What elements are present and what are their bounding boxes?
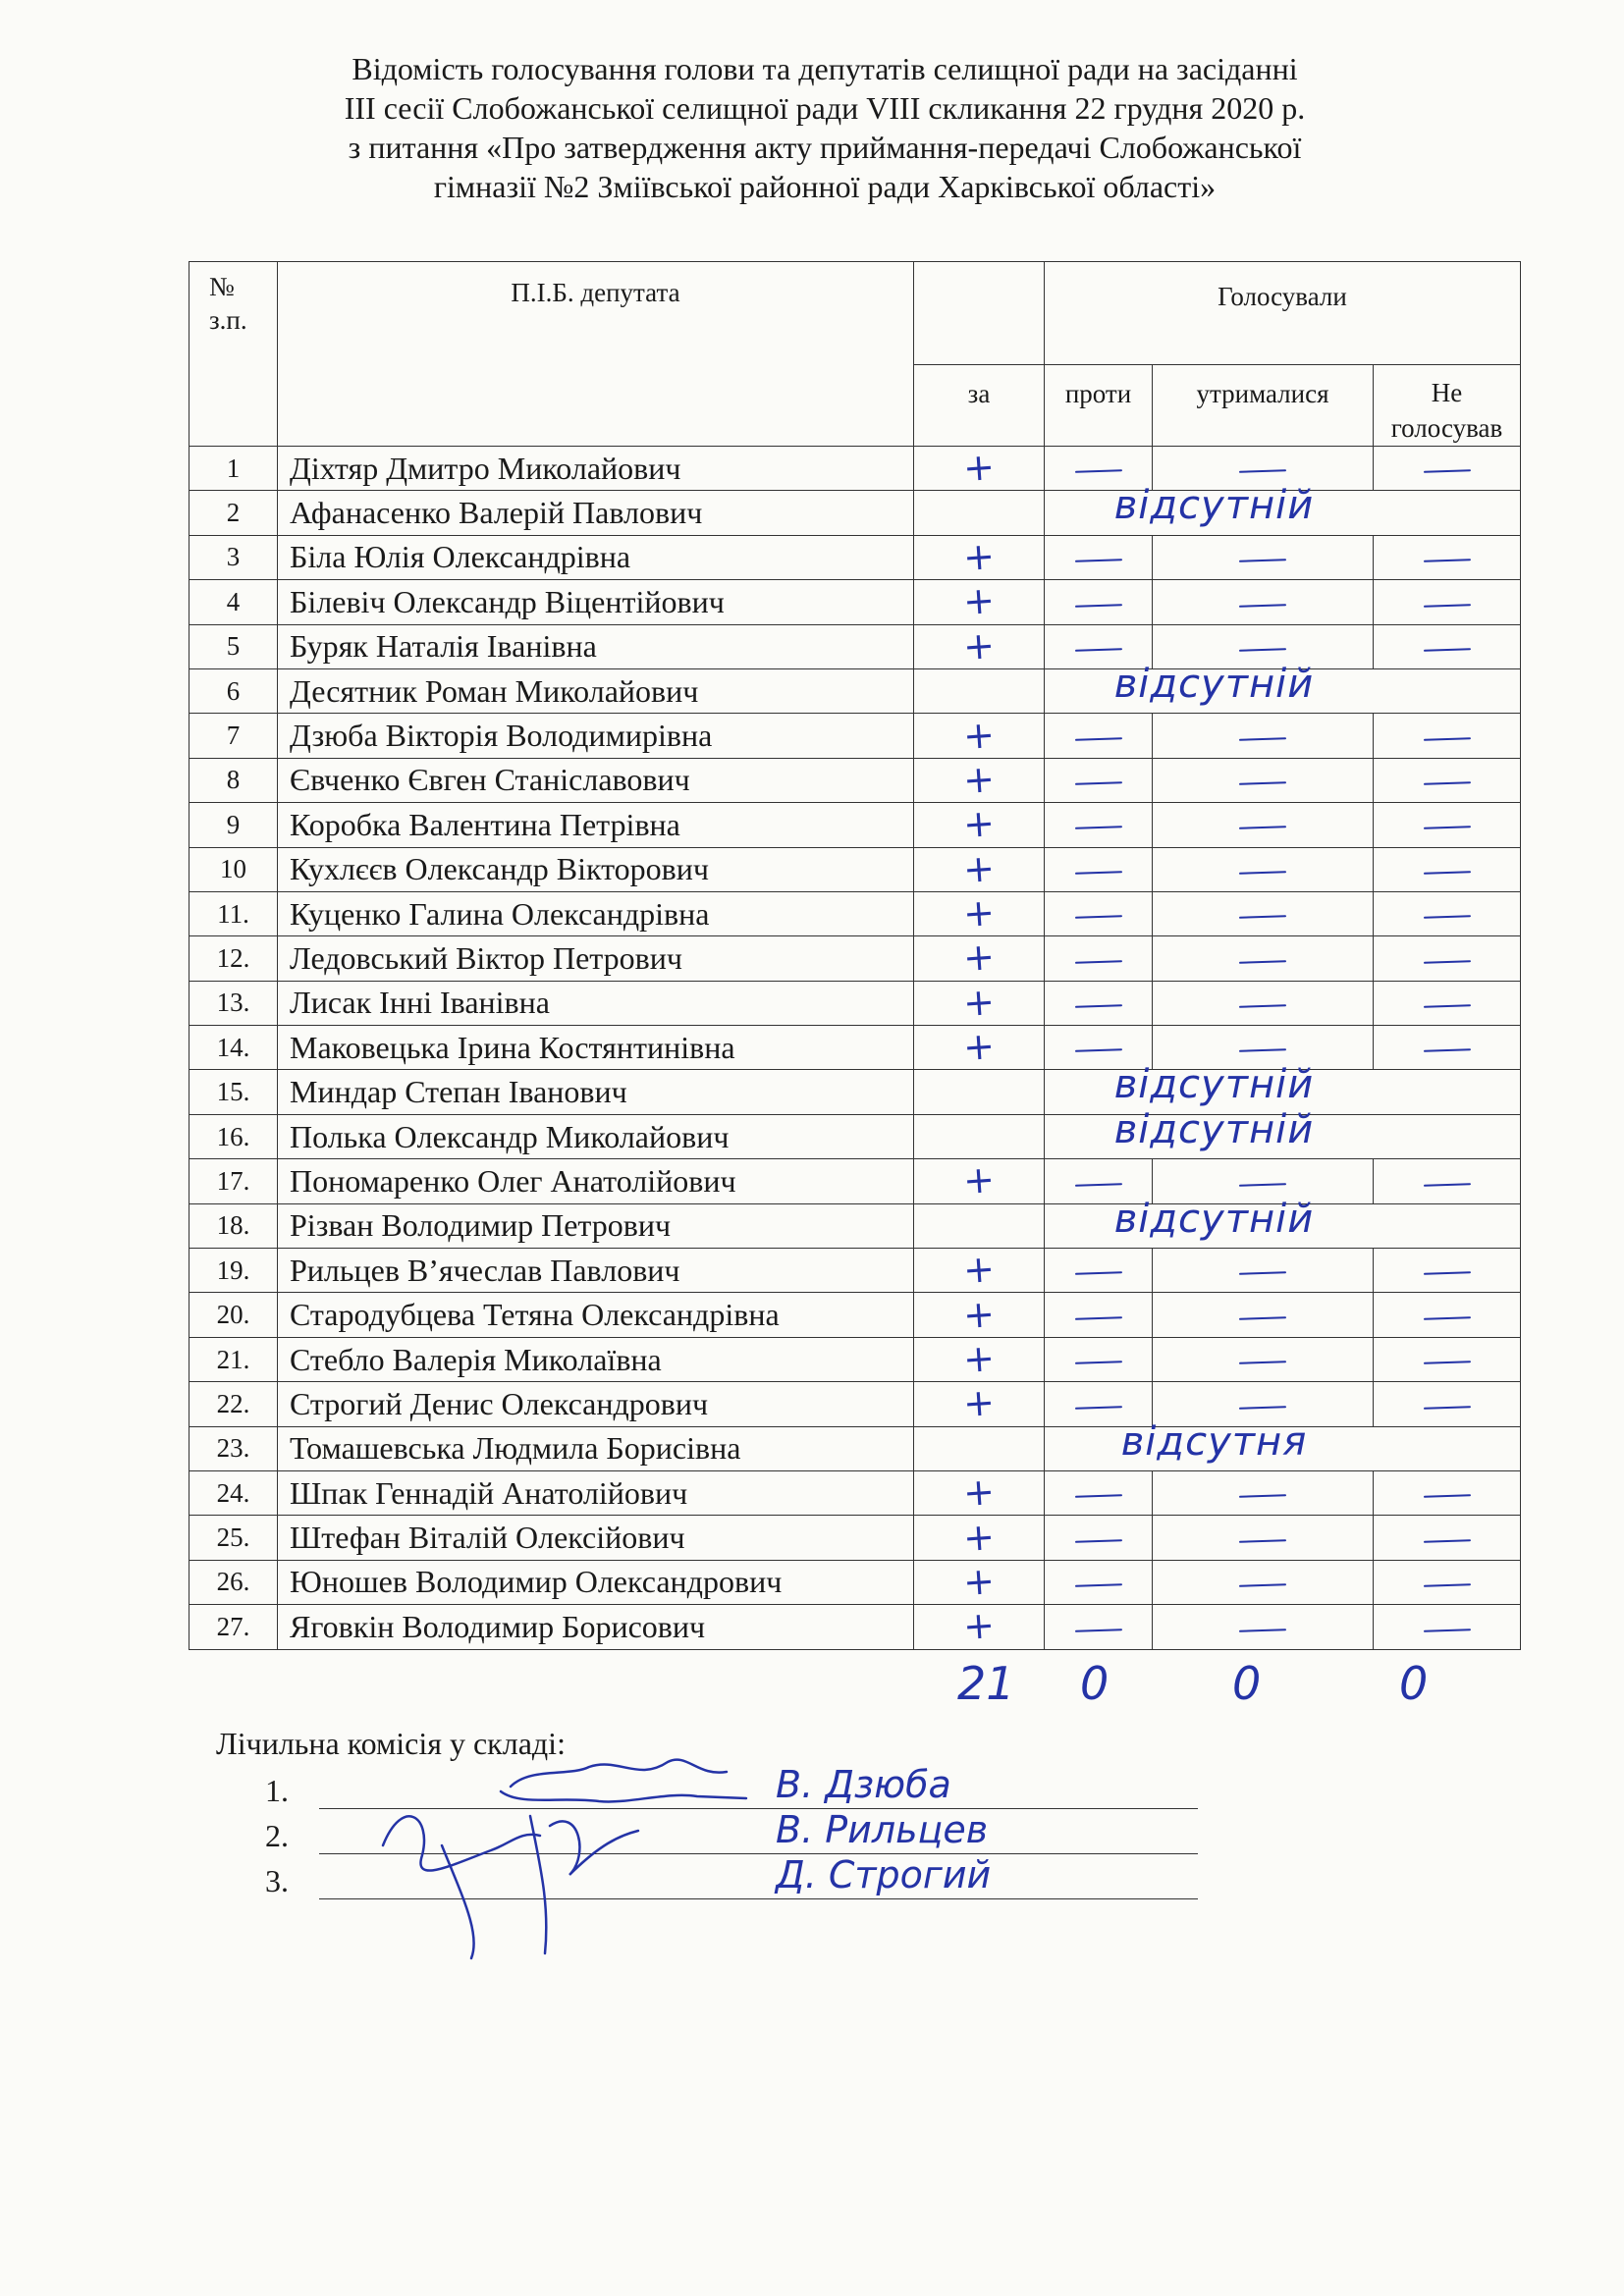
vote-dash-mark xyxy=(1423,737,1470,741)
deputy-name: Юношев Володимир Олександрович xyxy=(278,1560,914,1604)
deputy-name: Пономаренко Олег Анатолійович xyxy=(278,1159,914,1203)
vote-plus-mark: + xyxy=(961,1603,997,1649)
row-number: 6 xyxy=(189,668,278,713)
vote-ne xyxy=(1374,758,1521,802)
commission-member-2: В. Рильцев xyxy=(776,1808,989,1851)
vote-ne xyxy=(1374,1516,1521,1560)
deputy-name: Маковецька Ірина Костянтинівна xyxy=(278,1026,914,1070)
vote-dash-mark xyxy=(1423,1183,1470,1187)
vote-dash-mark xyxy=(1074,737,1121,741)
row-number: 10 xyxy=(189,847,278,891)
vote-dash-mark xyxy=(1423,604,1470,608)
vote-dash-mark xyxy=(1239,871,1286,875)
vote-ne xyxy=(1374,624,1521,668)
vote-dash-mark xyxy=(1423,1494,1470,1498)
vote-utrymalysia xyxy=(1153,1605,1374,1649)
vote-dash-mark xyxy=(1423,1272,1470,1276)
title-line-4: гімназії №2 Зміївської районної ради Харківської області» xyxy=(433,169,1217,204)
vote-ne xyxy=(1374,1249,1521,1293)
vote-za xyxy=(914,668,1045,713)
vote-za xyxy=(914,535,1045,579)
vote-utrymalysia xyxy=(1153,1249,1374,1293)
vote-za xyxy=(914,1382,1045,1426)
signature-1-stroke xyxy=(511,1760,727,1787)
vote-dash-mark xyxy=(1239,1583,1286,1587)
absent-mark: відсутня xyxy=(1120,1418,1308,1465)
table-row xyxy=(189,891,1521,935)
vote-za xyxy=(914,580,1045,624)
vote-proty xyxy=(1045,1516,1153,1560)
vote-za xyxy=(914,1426,1045,1470)
row-number: 5 xyxy=(189,624,278,668)
vote-ne xyxy=(1374,1293,1521,1337)
vote-dash-mark xyxy=(1239,559,1286,562)
commission-label: Лічильна комісія у складі: xyxy=(216,1726,566,1761)
vote-dash-mark xyxy=(1074,1406,1121,1410)
row-number: 19. xyxy=(189,1249,278,1293)
vote-dash-mark xyxy=(1423,1629,1470,1632)
vote-dash-mark xyxy=(1423,1049,1470,1053)
vote-proty xyxy=(1045,981,1153,1025)
vote-za xyxy=(914,758,1045,802)
header-ne-holosuvav: Не голосував xyxy=(1374,365,1521,447)
vote-dash-mark xyxy=(1239,1539,1286,1543)
vote-proty xyxy=(1045,580,1153,624)
vote-za xyxy=(914,1249,1045,1293)
vote-za xyxy=(914,714,1045,758)
row-number: 25. xyxy=(189,1516,278,1560)
header-number: № з.п. xyxy=(189,262,278,447)
vote-dash-mark xyxy=(1239,1494,1286,1498)
vote-plus-mark: + xyxy=(961,756,997,802)
deputy-name: Дзюба Вікторія Володимирівна xyxy=(278,714,914,758)
table-row xyxy=(189,1114,1521,1158)
vote-plus-mark: + xyxy=(961,890,997,936)
vote-za xyxy=(914,624,1045,668)
handwritten-signatures xyxy=(373,1737,785,1973)
vote-ne xyxy=(1374,1382,1521,1426)
commission-member-3: Д. Строгий xyxy=(776,1853,992,1896)
absent-mark: відсутній xyxy=(1113,1062,1315,1108)
voting-table xyxy=(189,261,1521,1650)
vote-za xyxy=(914,1159,1045,1203)
vote-proty xyxy=(1045,1293,1153,1337)
vote-utrymalysia xyxy=(1153,891,1374,935)
vote-utrymalysia xyxy=(1153,1560,1374,1604)
total-proty: 0 xyxy=(1080,1657,1110,1710)
vote-ne xyxy=(1374,803,1521,847)
row-number: 16. xyxy=(189,1114,278,1158)
deputy-name: Стебло Валерія Миколаївна xyxy=(278,1337,914,1381)
vote-za xyxy=(914,1470,1045,1515)
row-number: 21. xyxy=(189,1337,278,1381)
table-row xyxy=(189,803,1521,847)
row-number: 18. xyxy=(189,1203,278,1248)
vote-plus-mark: + xyxy=(961,1514,997,1560)
deputy-name: Кухлєєв Олександр Вікторович xyxy=(278,847,914,891)
table-row xyxy=(189,714,1521,758)
vote-dash-mark xyxy=(1423,1316,1470,1320)
vote-dash-mark xyxy=(1074,1583,1121,1587)
row-number: 22. xyxy=(189,1382,278,1426)
vote-za xyxy=(914,1203,1045,1248)
vote-dash-mark xyxy=(1423,1583,1470,1587)
vote-ne xyxy=(1374,1470,1521,1515)
deputy-name: Білевіч Олександр Віцентійович xyxy=(278,580,914,624)
row-number: 17. xyxy=(189,1159,278,1203)
total-ne: 0 xyxy=(1399,1657,1429,1710)
vote-za xyxy=(914,447,1045,491)
vote-ne xyxy=(1374,1159,1521,1203)
vote-dash-mark xyxy=(1074,559,1121,562)
row-number: 26. xyxy=(189,1560,278,1604)
table-row xyxy=(189,535,1521,579)
vote-plus-mark: + xyxy=(961,1380,997,1426)
vote-dash-mark xyxy=(1239,1316,1286,1320)
header-utrymalysia: утрималися xyxy=(1153,365,1374,447)
vote-dash-mark xyxy=(1423,1539,1470,1543)
vote-za xyxy=(914,803,1045,847)
row-number: 8 xyxy=(189,758,278,802)
row-number: 27. xyxy=(189,1605,278,1649)
row-number: 14. xyxy=(189,1026,278,1070)
row-number: 12. xyxy=(189,936,278,981)
vote-dash-mark xyxy=(1074,915,1121,919)
table-row xyxy=(189,580,1521,624)
row-number: 20. xyxy=(189,1293,278,1337)
vote-za xyxy=(914,1026,1045,1070)
header-proty: проти xyxy=(1045,365,1153,447)
deputy-name: Яговкін Володимир Борисович xyxy=(278,1605,914,1649)
row-number: 7 xyxy=(189,714,278,758)
row-number: 24. xyxy=(189,1470,278,1515)
vote-proty xyxy=(1045,1560,1153,1604)
vote-za xyxy=(914,1114,1045,1158)
header-voted: Голосували xyxy=(1045,262,1521,365)
total-utrymalysia: 0 xyxy=(1232,1657,1262,1710)
vote-proty xyxy=(1045,1470,1153,1515)
vote-dash-mark xyxy=(1074,1361,1121,1364)
row-number: 15. xyxy=(189,1070,278,1114)
vote-plus-mark: + xyxy=(961,845,997,891)
vote-plus-mark: + xyxy=(961,1157,997,1203)
signature-2-tail xyxy=(442,1816,546,1958)
signature-2-stroke xyxy=(383,1816,540,1870)
header-za-top xyxy=(914,262,1045,365)
vote-utrymalysia xyxy=(1153,758,1374,802)
deputy-name: Строгий Денис Олександрович xyxy=(278,1382,914,1426)
vote-ne xyxy=(1374,1560,1521,1604)
vote-plus-mark: + xyxy=(961,1558,997,1605)
vote-ne xyxy=(1374,580,1521,624)
vote-dash-mark xyxy=(1074,470,1121,474)
vote-utrymalysia xyxy=(1153,803,1374,847)
signature-1-underline xyxy=(501,1791,746,1801)
absent-mark-cell xyxy=(1045,1418,1521,1470)
vote-dash-mark xyxy=(1074,827,1121,830)
vote-dash-mark xyxy=(1239,781,1286,785)
vote-proty xyxy=(1045,758,1153,802)
vote-ne xyxy=(1374,1026,1521,1070)
vote-utrymalysia xyxy=(1153,1337,1374,1381)
vote-za xyxy=(914,1070,1045,1114)
vote-proty xyxy=(1045,1249,1153,1293)
table-row xyxy=(189,491,1521,535)
vote-dash-mark xyxy=(1074,1539,1121,1543)
table-row xyxy=(189,981,1521,1025)
vote-dash-mark xyxy=(1423,960,1470,964)
vote-za xyxy=(914,1337,1045,1381)
vote-ne xyxy=(1374,1337,1521,1381)
vote-dash-mark xyxy=(1423,915,1470,919)
vote-dash-mark xyxy=(1239,827,1286,830)
vote-dash-mark xyxy=(1239,1272,1286,1276)
vote-dash-mark xyxy=(1239,470,1286,474)
vote-dash-mark xyxy=(1423,1406,1470,1410)
vote-dash-mark xyxy=(1423,781,1470,785)
vote-utrymalysia xyxy=(1153,535,1374,579)
vote-plus-mark: + xyxy=(961,578,997,624)
deputy-name: Штефан Віталій Олексійович xyxy=(278,1516,914,1560)
row-number: 11. xyxy=(189,891,278,935)
deputy-name: Ледовський Віктор Петрович xyxy=(278,936,914,981)
vote-dash-mark xyxy=(1239,915,1286,919)
vote-dash-mark xyxy=(1239,1629,1286,1632)
vote-za xyxy=(914,1605,1045,1649)
table-row xyxy=(189,1516,1521,1560)
deputy-name: Біла Юлія Олександрівна xyxy=(278,535,914,579)
document-title xyxy=(147,49,1502,206)
vote-ne xyxy=(1374,847,1521,891)
deputy-name: Буряк Наталія Іванівна xyxy=(278,624,914,668)
table-row xyxy=(189,1560,1521,1604)
deputy-name: Євченко Євген Станіславович xyxy=(278,758,914,802)
table-row xyxy=(189,668,1521,713)
table-body xyxy=(189,447,1521,1650)
vote-dash-mark xyxy=(1239,604,1286,608)
vote-plus-mark: + xyxy=(961,1291,997,1337)
deputy-name: Афанасенко Валерій Павлович xyxy=(278,491,914,535)
vote-proty xyxy=(1045,803,1153,847)
vote-dash-mark xyxy=(1239,648,1286,652)
vote-dash-mark xyxy=(1239,737,1286,741)
vote-plus-mark: + xyxy=(961,1335,997,1382)
row-number: 13. xyxy=(189,981,278,1025)
deputy-name: Рильцев В’ячеслав Павлович xyxy=(278,1249,914,1293)
absent-mark: відсутній xyxy=(1113,661,1315,707)
vote-plus-mark: + xyxy=(961,622,997,668)
vote-plus-mark: + xyxy=(961,1024,997,1070)
table-row xyxy=(189,1337,1521,1381)
vote-proty xyxy=(1045,891,1153,935)
absent-mark-cell xyxy=(1045,1196,1521,1248)
table-row xyxy=(189,1249,1521,1293)
vote-dash-mark xyxy=(1239,1049,1286,1053)
deputy-name: Десятник Роман Миколайович xyxy=(278,668,914,713)
vote-utrymalysia xyxy=(1153,580,1374,624)
table-row xyxy=(189,1203,1521,1248)
deputy-name: Полька Олександр Миколайович xyxy=(278,1114,914,1158)
vote-za xyxy=(914,1293,1045,1337)
vote-dash-mark xyxy=(1074,1004,1121,1008)
vote-za xyxy=(914,891,1045,935)
table-row xyxy=(189,1605,1521,1649)
vote-dash-mark xyxy=(1074,871,1121,875)
vote-dash-mark xyxy=(1074,1494,1121,1498)
absent-mark: відсутній xyxy=(1113,483,1315,529)
vote-dash-mark xyxy=(1074,1316,1121,1320)
absent-mark-cell xyxy=(1045,661,1521,713)
deputy-name: Стародубцева Тетяна Олександрівна xyxy=(278,1293,914,1337)
vote-ne xyxy=(1374,981,1521,1025)
vote-dash-mark xyxy=(1074,648,1121,652)
vote-dash-mark xyxy=(1074,1629,1121,1632)
vote-dash-mark xyxy=(1074,1049,1121,1053)
commission-num-3: 3. xyxy=(265,1863,289,1898)
row-number: 23. xyxy=(189,1426,278,1470)
table-row xyxy=(189,936,1521,981)
table-row xyxy=(189,847,1521,891)
total-za: 21 xyxy=(957,1657,1015,1710)
header-za: за xyxy=(914,365,1045,447)
commission-member-1: В. Дзюба xyxy=(776,1763,951,1806)
vote-utrymalysia xyxy=(1153,1470,1374,1515)
vote-dash-mark xyxy=(1423,1361,1470,1364)
absent-mark: відсутній xyxy=(1113,1106,1315,1152)
vote-dash-mark xyxy=(1423,871,1470,875)
vote-dash-mark xyxy=(1239,1004,1286,1008)
table-row xyxy=(189,1470,1521,1515)
vote-za xyxy=(914,936,1045,981)
vote-dash-mark xyxy=(1074,1272,1121,1276)
vote-dash-mark xyxy=(1423,648,1470,652)
deputy-name: Діхтяр Дмитро Миколайович xyxy=(278,447,914,491)
vote-utrymalysia xyxy=(1153,847,1374,891)
vote-utrymalysia xyxy=(1153,936,1374,981)
vote-plus-mark: + xyxy=(961,1247,997,1293)
vote-proty xyxy=(1045,936,1153,981)
vote-plus-mark: + xyxy=(961,979,997,1025)
deputy-name: Куценко Галина Олександрівна xyxy=(278,891,914,935)
table-row xyxy=(189,1426,1521,1470)
table-row xyxy=(189,1293,1521,1337)
deputy-name: Миндар Степан Іванович xyxy=(278,1070,914,1114)
vote-ne xyxy=(1374,891,1521,935)
vote-dash-mark xyxy=(1074,960,1121,964)
vote-dash-mark xyxy=(1239,1183,1286,1187)
vote-dash-mark xyxy=(1423,827,1470,830)
vote-utrymalysia xyxy=(1153,1293,1374,1337)
vote-utrymalysia xyxy=(1153,981,1374,1025)
vote-proty xyxy=(1045,1605,1153,1649)
vote-utrymalysia xyxy=(1153,714,1374,758)
row-number: 1 xyxy=(189,447,278,491)
vote-dash-mark xyxy=(1074,1183,1121,1187)
vote-proty xyxy=(1045,714,1153,758)
vote-ne xyxy=(1374,447,1521,491)
vote-dash-mark xyxy=(1423,1004,1470,1008)
row-number: 3 xyxy=(189,535,278,579)
row-number: 4 xyxy=(189,580,278,624)
deputy-name: Томашевська Людмила Борисівна xyxy=(278,1426,914,1470)
vote-dash-mark xyxy=(1239,960,1286,964)
vote-za xyxy=(914,1516,1045,1560)
vote-plus-mark: + xyxy=(961,712,997,758)
title-line-1: Відомість голосування голови та депутатів селищної ради на засіданні xyxy=(352,51,1298,86)
vote-ne xyxy=(1374,714,1521,758)
vote-za xyxy=(914,1560,1045,1604)
table-row xyxy=(189,758,1521,802)
vote-plus-mark: + xyxy=(961,1469,997,1516)
vote-ne xyxy=(1374,1605,1521,1649)
row-number: 9 xyxy=(189,803,278,847)
row-number: 2 xyxy=(189,491,278,535)
vote-plus-mark: + xyxy=(961,533,997,580)
absent-mark-cell xyxy=(1045,1106,1521,1158)
deputy-name: Шпак Геннадій Анатолійович xyxy=(278,1470,914,1515)
vote-za xyxy=(914,981,1045,1025)
commission-num-1: 1. xyxy=(265,1773,289,1808)
header-name: П.І.Б. депутата xyxy=(278,262,914,447)
vote-proty xyxy=(1045,847,1153,891)
title-line-3: з питання «Про затвердження акту приймання-передачі Слобожанської xyxy=(348,130,1302,165)
vote-plus-mark: + xyxy=(961,445,997,491)
vote-dash-mark xyxy=(1423,559,1470,562)
vote-proty xyxy=(1045,1337,1153,1381)
absent-mark: відсутній xyxy=(1113,1196,1315,1242)
vote-ne xyxy=(1374,535,1521,579)
vote-utrymalysia xyxy=(1153,1516,1374,1560)
absent-mark-cell xyxy=(1045,483,1521,535)
vote-dash-mark xyxy=(1074,604,1121,608)
commission-num-2: 2. xyxy=(265,1818,289,1853)
vote-za xyxy=(914,847,1045,891)
vote-dash-mark xyxy=(1423,470,1470,474)
deputy-name: Лисак Інні Іванівна xyxy=(278,981,914,1025)
vote-ne xyxy=(1374,936,1521,981)
deputy-name: Різван Володимир Петрович xyxy=(278,1203,914,1248)
vote-dash-mark xyxy=(1074,781,1121,785)
title-line-2: ІІІ сесії Слобожанської селищної ради VIII скликання 22 грудня 2020 р. xyxy=(344,90,1306,126)
deputy-name: Коробка Валентина Петрівна xyxy=(278,803,914,847)
vote-za xyxy=(914,491,1045,535)
vote-dash-mark xyxy=(1239,1361,1286,1364)
vote-dash-mark xyxy=(1239,1406,1286,1410)
signature-3-stroke xyxy=(550,1821,638,1875)
vote-plus-mark: + xyxy=(961,801,997,847)
vote-proty xyxy=(1045,535,1153,579)
vote-plus-mark: + xyxy=(961,934,997,981)
